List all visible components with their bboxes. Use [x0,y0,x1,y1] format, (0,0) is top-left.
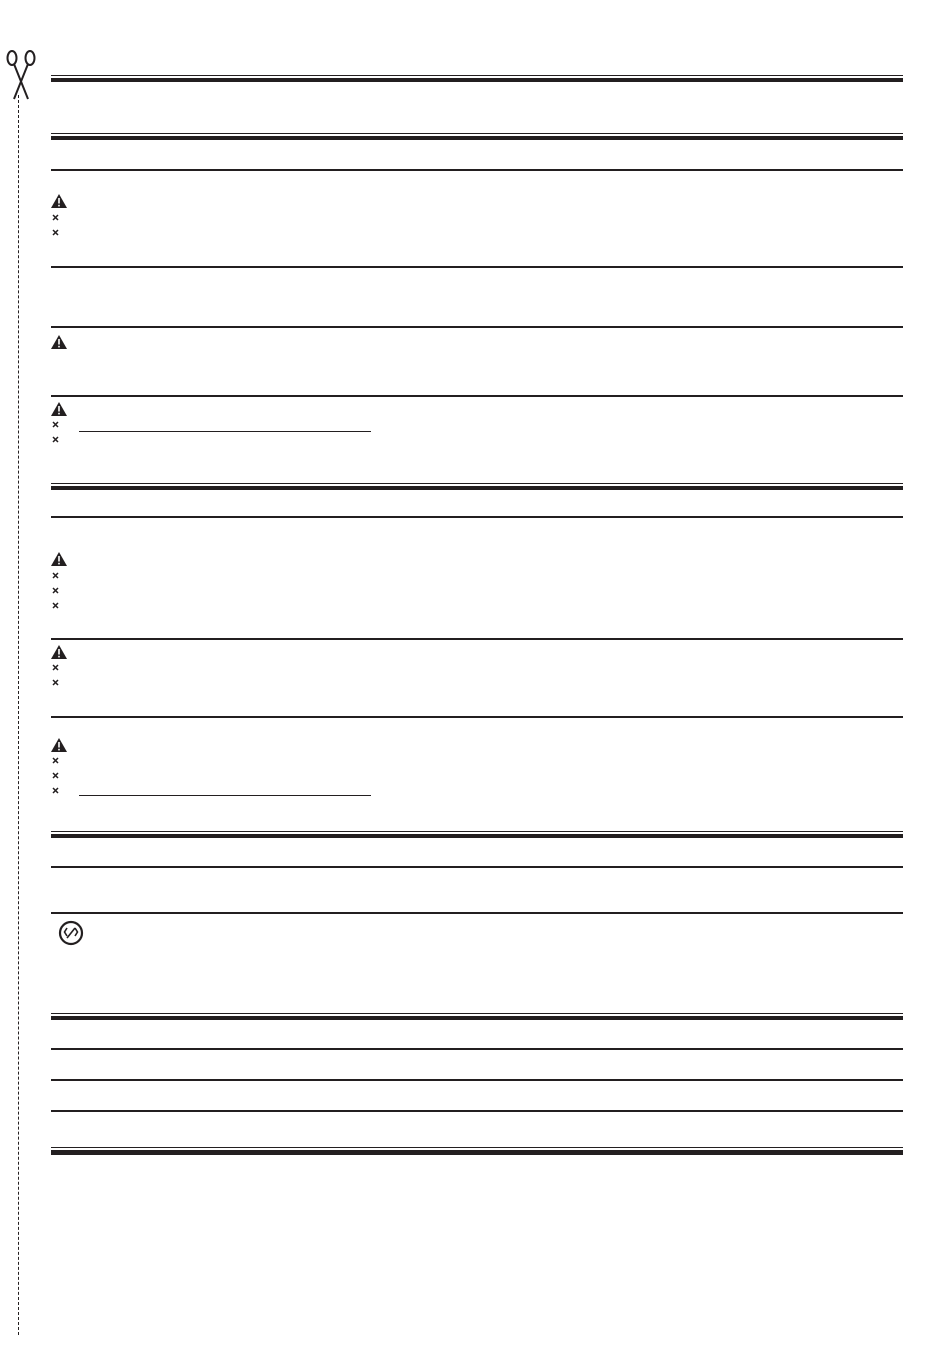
warning-triangle-icon [51,738,67,752]
table-bottom-rule [51,1147,903,1148]
table-row-rule [51,1048,903,1050]
table-bottom-rule-thick [51,1150,903,1155]
x-bullet-icon [52,229,59,236]
warning-triangle-icon [51,194,67,208]
title-rule-bottom [51,133,903,134]
x-bullet-icon [52,602,59,609]
title-rule-bottom-thick [51,136,903,140]
warning-triangle-icon [51,645,67,659]
title-rule-top [51,75,903,76]
section-rule [51,169,903,171]
section-header-rule-top [51,1013,903,1014]
title-rule-top-thick [51,78,903,82]
section-rule [51,866,903,868]
warning-triangle-icon [51,335,67,349]
section-header-rule-top-thick [51,486,903,490]
x-bullet-icon [52,664,59,671]
section-rule [51,326,903,328]
table-row-rule [51,1110,903,1112]
cut-line [18,95,19,1335]
section-rule [51,716,903,718]
underline-rule [79,431,371,432]
warning-triangle-icon [51,552,67,566]
x-bullet-icon [52,421,59,428]
section-header-rule-top-thick [51,834,903,838]
section-header-rule-top [51,831,903,832]
x-bullet-icon [52,679,59,686]
x-bullet-icon [52,787,59,794]
x-bullet-icon [52,587,59,594]
x-bullet-icon [52,214,59,221]
warning-triangle-icon [51,402,67,416]
table-row-rule [51,1079,903,1081]
section-header-rule-top [51,483,903,484]
section-header-rule-top-thick [51,1016,903,1020]
section-rule [51,638,903,640]
section-rule [51,516,903,518]
x-bullet-icon [52,572,59,579]
underline-rule [79,795,371,796]
x-bullet-icon [52,757,59,764]
x-bullet-icon [52,436,59,443]
section-rule [51,912,903,914]
section-rule [51,266,903,268]
prohibited-circle-icon [58,920,84,946]
section-rule [51,395,903,397]
scissors-icon [4,49,38,101]
x-bullet-icon [52,772,59,779]
